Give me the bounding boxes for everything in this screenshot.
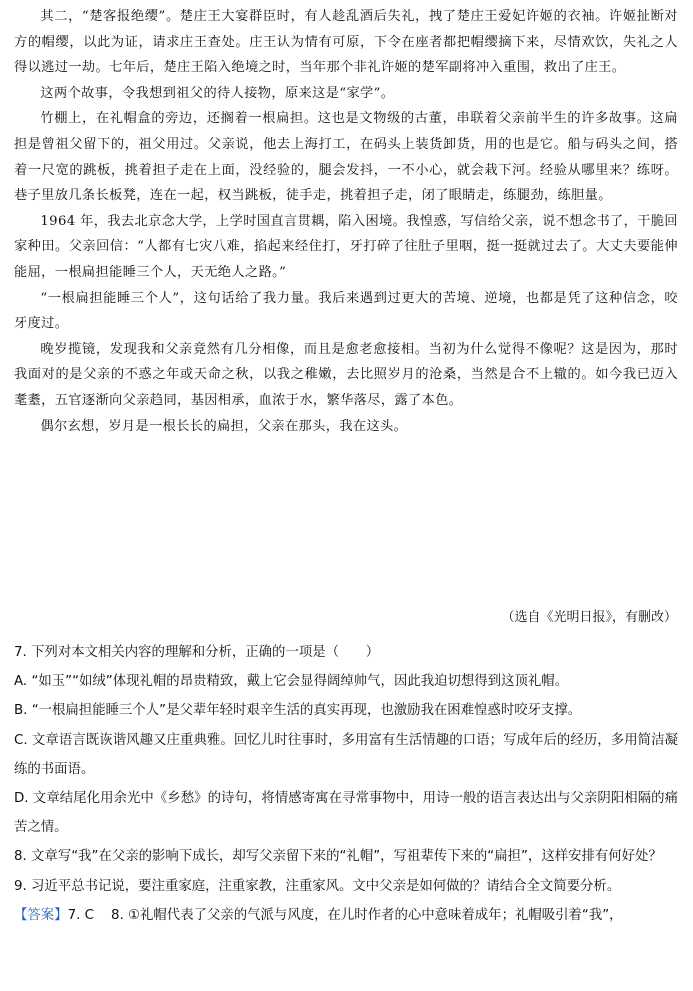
passage-paragraph: “一根扁担能睡三个人”，这句话给了我力量。我后来遇到过更大的苦境、逆境，也都是凭了这种信念，咬牙度过。 bbox=[14, 290, 678, 332]
question-7-option-a: A. “如玉”“如绒”体现礼帽的昂贵精致，戴上它会显得阔绰帅气，因此我迫切想得到这顶礼帽。 bbox=[14, 674, 569, 690]
question-7-option-c: C. 文章语言既诙谐风趣又庄重典雅。回忆儿时往事时，多用富有生活情趣的口语；写成年后的经历，多用简洁凝练的书面语。 bbox=[14, 732, 678, 777]
passage-paragraph: 这两个故事，令我想到祖父的待人接物，原来这是“家学”。 bbox=[40, 85, 395, 101]
answer-q7: 7. C bbox=[67, 907, 94, 923]
passage-paragraph: 1964 年，我去北京念大学，上学时国直言贯耦，陷入困境。我惶惑，写信给父亲，说不想念书了，干脆回家种田。父亲回信：“人都有七灾八难，掐起来经住打，牙打碎了往肚子里咽，挺一挺就过去了。大丈夫要能伸能屈，一根扁担能睡三个人，天无绝人之路。” bbox=[14, 213, 678, 280]
source-citation: （选自《光明日报》，有删改） bbox=[501, 610, 677, 625]
passage-paragraph: 其二，“楚客报绝缨”。楚庄王大宴群臣时，有人趁乱酒后失礼，拽了楚庄王爱妃许姬的衣袖。许姬扯断对方的帽缨，以此为证，请求庄王查处。庄王认为情有可原，下令在座者都把帽缨摘下来，尽情欢饮，失礼之人得以逃过一劫。七年后，楚庄王陷入绝境之时，当年那个非礼许姬的楚军副将冲入重围，救出了庄王。 bbox=[14, 9, 678, 76]
question-9: 9. 习近平总书记说，要注重家庭，注重家教，注重家风。文中父亲是如何做的？请结合全文简要分析。 bbox=[14, 878, 621, 894]
question-7-option-b: B. “一根扁担能睡三个人”是父辈年轻时艰辛生活的真实再现，也激励我在困难惶惑时咬牙支撑。 bbox=[14, 703, 582, 719]
reading-passage bbox=[14, 4, 678, 439]
passage-paragraph: 偶尔玄想，岁月是一根长长的扁担，父亲在那头，我在这头。 bbox=[40, 418, 408, 434]
question-8: 8. 文章写“我”在父亲的影响下成长，却写父亲留下来的“礼帽”，写祖辈传下来的“扁担”，这样安排有何好处？ bbox=[14, 849, 662, 865]
passage-paragraph: 晚岁揽镜，发现我和父亲竟然有几分相像，而且是愈老愈接相。当初为什么觉得不像呢？这是因为，那时我面对的是父亲的不惑之年或天命之秋，以我之稚嫩，去比照岁月的沧桑，当然是合不上辙的。如今我已迈入耄耋，五官逐渐向父亲趋同，基因相承，血浓于水，繁华落尽，露了本色。 bbox=[14, 341, 678, 408]
answer-q8: 8. ①礼帽代表了父亲的气派与风度，在儿时作者的心中意味着成年；礼帽吸引着“我”， bbox=[110, 907, 623, 923]
question-7-stem: 7. 下列对本文相关内容的理解和分析，正确的一项是（ ） bbox=[14, 645, 380, 660]
passage-paragraph: 竹棚上，在礼帽盒的旁边，还搁着一根扁担。这也是文物级的古董，串联着父亲前半生的许多故事。这扁担是曾祖父留下的，祖父用过。父亲说，他去上海打工，在码头上装货卸货，用的也是它。船与码头之间，搭着一尺宽的跳板，挑着担子走在上面，没经验的，腿会发抖，一不小心，就会栽下河。经验从哪里来？练呀。巷子里放几条长板凳，连在一起，权当跳板，徒手走，挑着担子走，闭了眼睛走，练腿劲，练胆量。 bbox=[14, 111, 678, 204]
question-7-option-d: D. 文章结尾化用余光中《乡愁》的诗句，将情感寄寓在寻常事物中，用诗一般的语言表达出与父亲阴阳相隔的痛苦之情。 bbox=[14, 791, 678, 836]
answer-line bbox=[14, 901, 678, 930]
question-section bbox=[14, 638, 678, 930]
answer-tag: 【答案】 bbox=[14, 907, 68, 923]
